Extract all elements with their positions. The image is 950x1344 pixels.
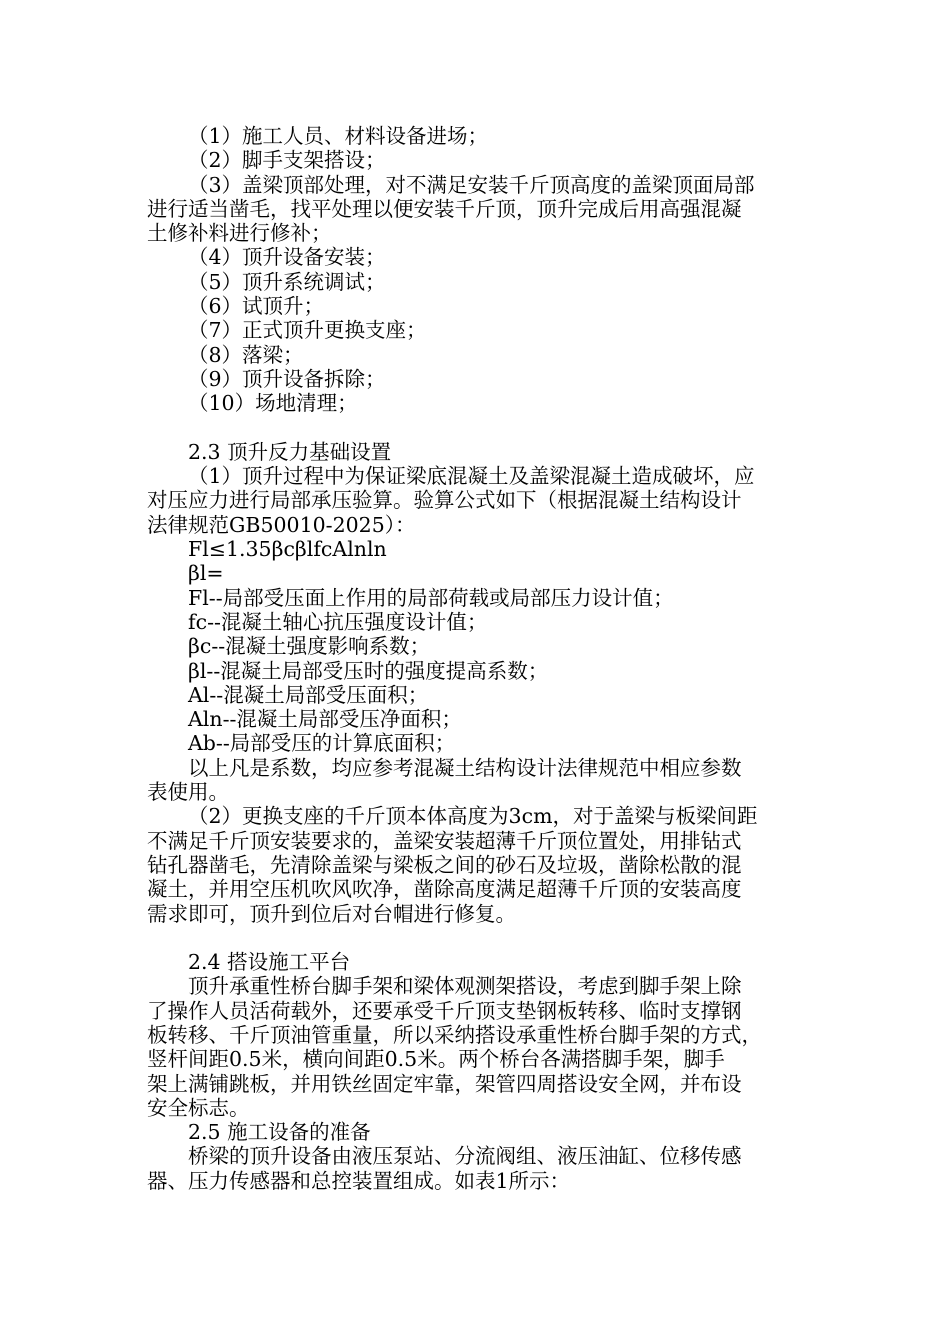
definition-item: Aln--混凝土局部受压净面积； — [188, 707, 462, 732]
para-line: 安全标志。 — [147, 1095, 250, 1120]
step-item: （5）顶升系统调试； — [188, 269, 386, 294]
step-item: （2）脚手支架搭设； — [188, 148, 386, 173]
para-line: 桥梁的顶升设备由液压泵站、分流阀组、液压油缸、位移传感 — [188, 1144, 742, 1169]
step-item: （1）施工人员、材料设备进场； — [188, 124, 489, 148]
definition-item: βc--混凝土强度影响系数； — [188, 634, 431, 659]
step-item: （4）顶升设备安装； — [188, 245, 386, 270]
para-line: 架上满铺跳板，并用铁丝固定牢靠，架管四周搭设安全网，并布设 — [147, 1071, 742, 1096]
definition-item: fc--混凝土轴心抗压强度设计值； — [188, 609, 488, 634]
step-3-line-2: 进行适当凿毛，找平处理以便安装千斤顶，顶升完成后用高强混凝 — [147, 196, 742, 221]
formula-line: Fl≤1.35βcβlfcAlnln — [188, 537, 387, 562]
section-heading-2-4: 2.4 搭设施工平台 — [188, 950, 351, 975]
formula-line: βl= — [188, 561, 224, 586]
step-item: （8）落梁； — [188, 342, 304, 367]
step-item: （7）正式顶升更换支座； — [188, 318, 427, 343]
spacer — [147, 926, 809, 950]
para-line: （2）更换支座的千斤顶本体高度为3cm，对于盖梁与板梁间距 — [188, 804, 758, 829]
para-line: 器、压力传感器和总控装置组成。如表1所示： — [147, 1168, 571, 1193]
step-item: （9）顶升设备拆除； — [188, 366, 386, 391]
para-line: 需求即可，顶升到位后对台帽进行修复。 — [147, 901, 516, 926]
definition-item: Fl--局部受压面上作用的局部荷载或局部压力设计值； — [188, 585, 674, 610]
section-heading-2-3: 2.3 顶升反力基础设置 — [188, 439, 392, 464]
para-line: 对压应力进行局部承压验算。验算公式如下（根据混凝土结构设计 — [147, 488, 742, 513]
para-line: 不满足千斤顶安装要求的，盖梁安装超薄千斤顶位置处，用排钻式 — [147, 828, 742, 853]
para-line: 竖杆间距0.5米，横向间距0.5米。两个桥台各满搭脚手架，脚手 — [147, 1047, 725, 1072]
para-line: 钻孔器凿毛，先清除盖梁与梁板之间的砂石及垃圾，凿除松散的混 — [147, 852, 742, 877]
step-item: （6）试顶升； — [188, 294, 325, 319]
document-body — [147, 124, 809, 1193]
step-item: （10）场地清理； — [188, 391, 358, 416]
definition-item: Al--混凝土局部受压面积； — [188, 682, 429, 707]
section-heading-2-5: 2.5 施工设备的准备 — [188, 1120, 371, 1145]
para-line: 了操作人员活荷载外，还要承受千斤顶支垫钢板转移、临时支撑钢 — [147, 998, 742, 1023]
step-3-line-3: 土修补料进行修补； — [147, 221, 332, 246]
para-line: 凝土，并用空压机吹风吹净，凿除高度满足超薄千斤顶的安装高度 — [147, 877, 742, 902]
step-3-line-1: （3）盖梁顶部处理，对不满足安装千斤顶高度的盖梁顶面局部 — [188, 172, 755, 197]
para-line: 板转移、千斤顶油管重量，所以采纳搭设承重性桥台脚手架的方式， — [147, 1022, 762, 1047]
para-line: （1）顶升过程中为保证梁底混凝土及盖梁混凝土造成破坏，应 — [188, 464, 755, 489]
para-line: 法律规范GB50010-2025）： — [147, 512, 416, 537]
definition-item: βl--混凝土局部受压时的强度提高系数； — [188, 658, 549, 683]
note-line: 表使用。 — [147, 780, 229, 805]
definition-item: Ab--局部受压的计算底面积； — [188, 731, 456, 756]
spacer — [147, 416, 809, 440]
note-line: 以上凡是系数，均应参考混凝土结构设计法律规范中相应参数 — [188, 755, 742, 780]
para-line: 顶升承重性桥台脚手架和梁体观测架搭设，考虑到脚手架上除 — [188, 974, 742, 999]
